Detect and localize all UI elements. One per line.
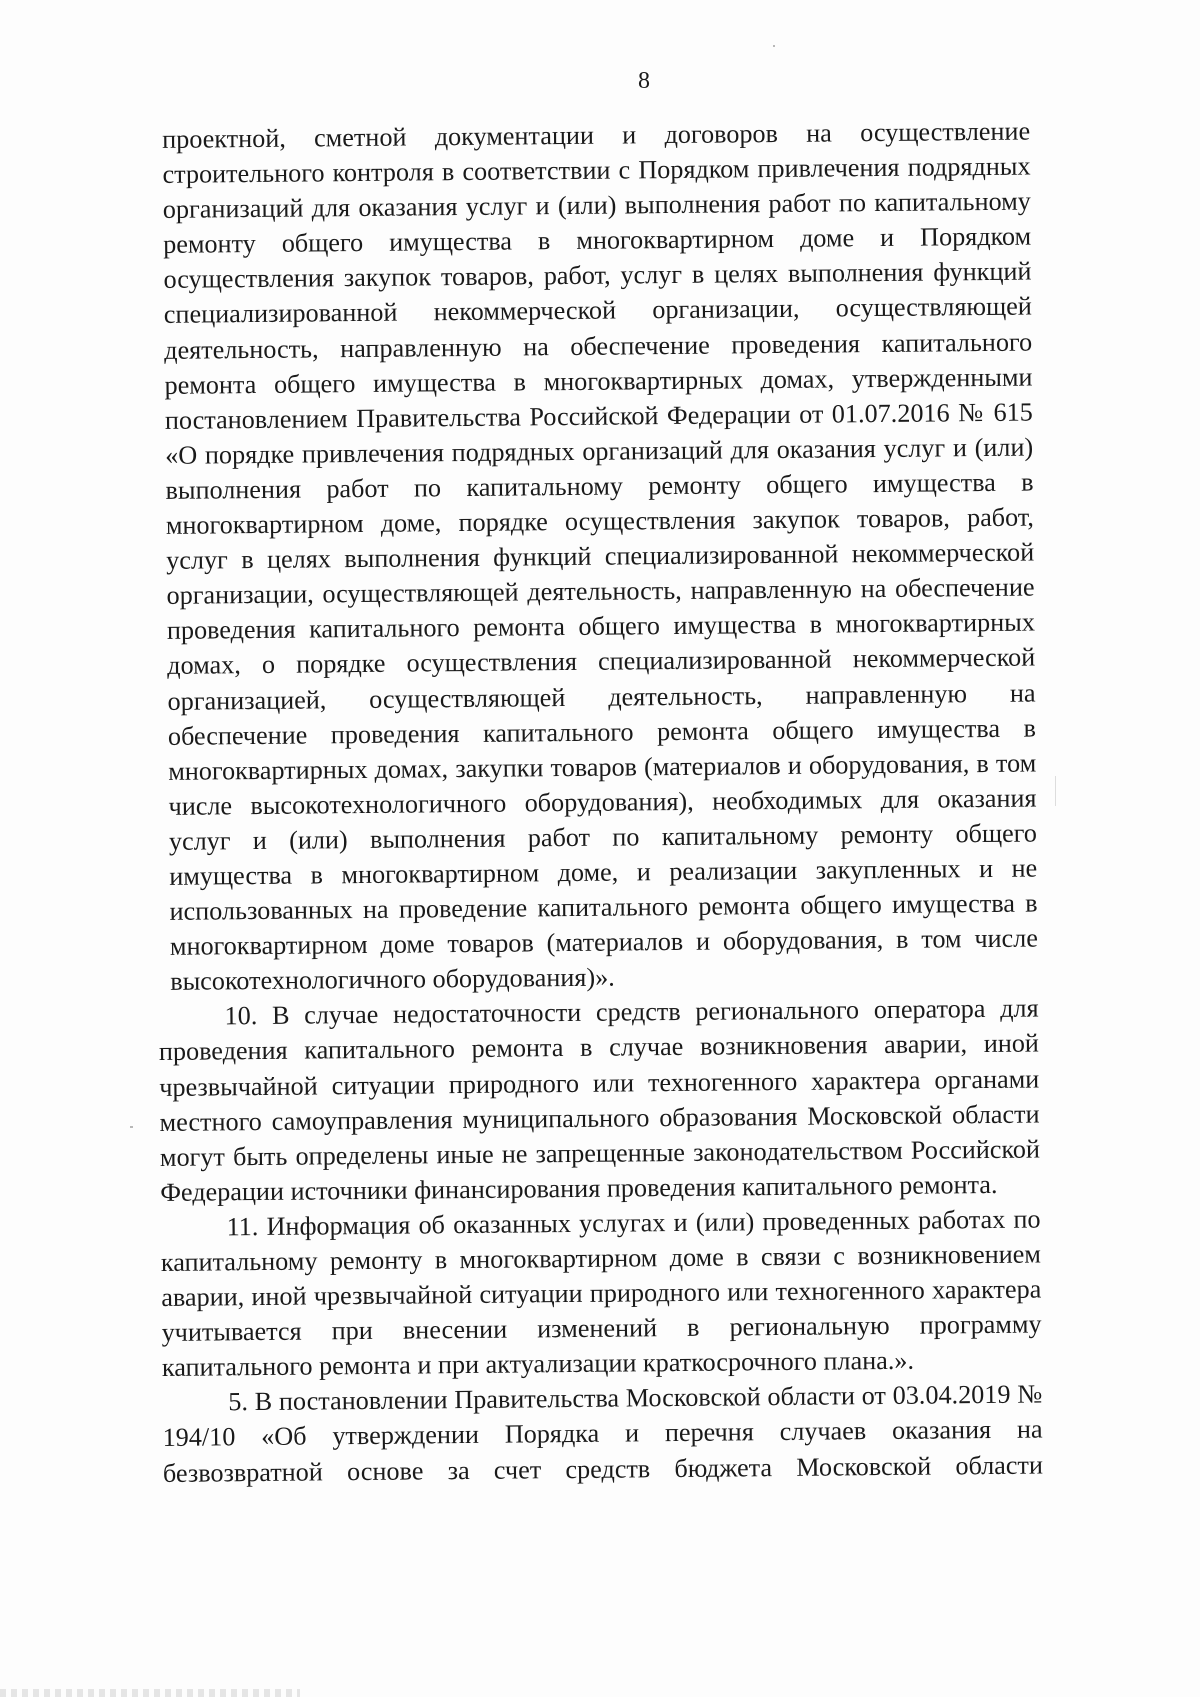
document-body: [150, 114, 1043, 1491]
paragraph-continuation: проектной, сметной документации и договоров на осуществление строительного контроля в соответствии с Порядком привлечения подрядных организаций для оказания услуг и (или) выполнения работ по капитальному ремонту общего имущества в многоквартирном доме и Порядком осуществления закупок товаров, работ, услуг в целях выполнения функций специализированной некоммерческой организации, осуществляющей деятельность, направленную на обеспечение проведения капитального ремонта общего имущества в многоквартирных домах, утвержденными постановлением Правительства Российской Федерации от 01.07.2016 № 615 «О порядке привлечения подрядных организаций для оказания услуг и (или) выполнения работ по капитальному ремонту общего имущества в многоквартирном доме, порядке осуществления закупок товаров, работ, услуг в целях выполнения функций специализированной некоммерческой организации, осуществляющей деятельность, направленную на обеспечение проведения капитального ремонта общего имущества в многоквартирных домах, о порядке осуществления специализированной некоммерческой организацией, осуществляющей деятельность, направленную на обеспечение проведения капитального ремонта общего имущества в многоквартирных домах, закупки товаров (материалов и оборудования, в том числе высокотехнологичного оборудования), необходимых для оказания услуг и (или) выполнения работ по капитальному ремонту общего имущества в многоквартирном доме, и реализации закупленных и не использованных на проведение капитального ремонта общего имущества в многоквартирном доме товаров (материалов и оборудования, в том числе высокотехнологичного оборудования)».: [162, 116, 1039, 997]
paragraph-item-11: 11. Информация об оказанных услугах и (или) проведенных работах по капитальному ремонту в многоквартирном доме в связи с возникновением аварии, иной чрезвычайной ситуации природного или техногенного характера учитывается при внесении изменений в региональную программу капитального ремонта и при актуализации краткосрочного плана.».: [160, 1204, 1042, 1383]
paragraph-item-5: 5. В постановлении Правительства Московской области от 03.04.2019 № 194/10 «Об утверждении Порядка и перечня случаев оказания на безвозвратной основе за счет средств бюджета Московской области: [162, 1379, 1044, 1488]
scan-speck: [1055, 776, 1056, 806]
scan-speck: [773, 45, 775, 47]
paragraph-item-10: 10. В случае недостаточности средств регионального оператора для проведения капитального ремонта в случае возникновения аварии, иной чрезвычайной ситуации природного или техногенного характера органами местного самоуправления муниципального образования Московской области могут быть определены иные не запрещенные законодательством Российской Федерации источники финансирования проведения капитального ремонта.: [158, 993, 1041, 1207]
page-number: 8: [638, 68, 650, 94]
scan-speck: [130, 1126, 133, 1128]
scan-edge-noise: [0, 1689, 300, 1697]
